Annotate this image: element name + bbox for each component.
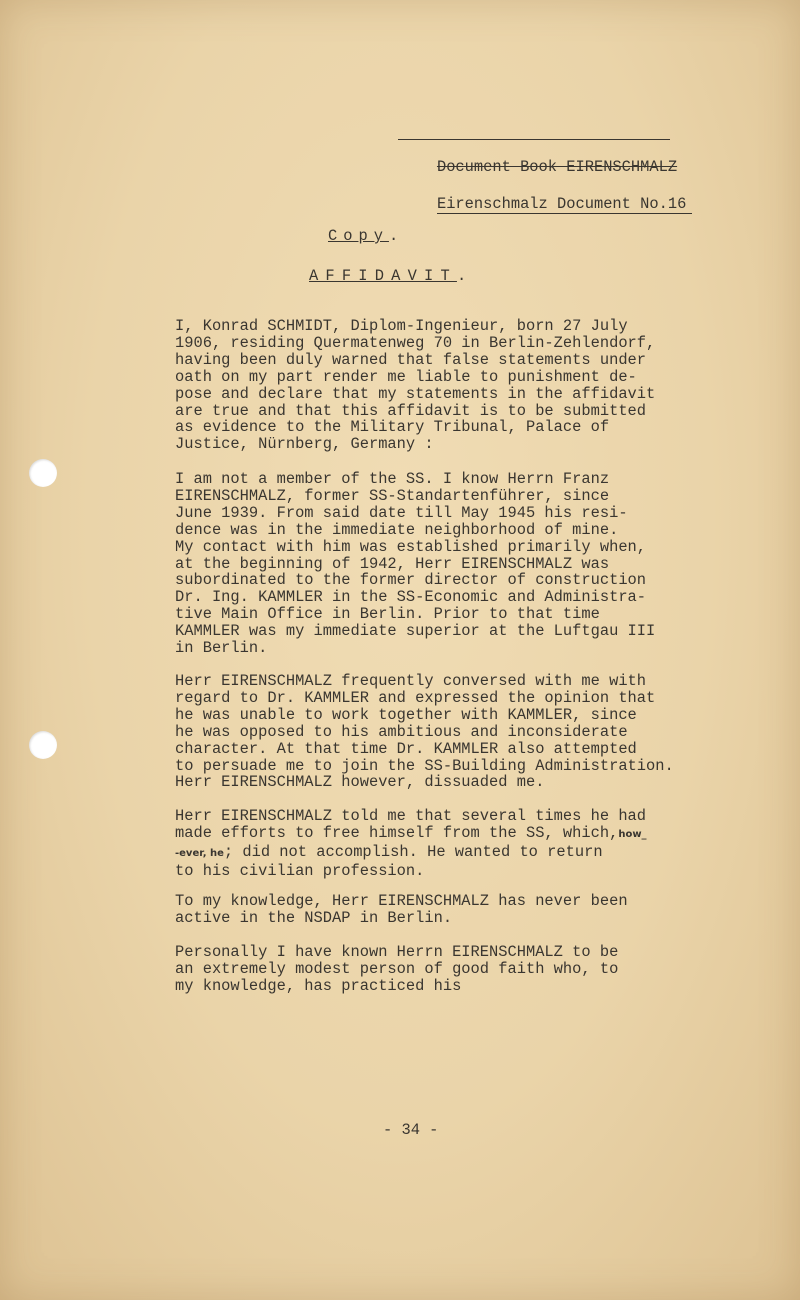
affidavit-title-text: AFFIDAVIT — [309, 267, 457, 285]
punch-hole-bottom — [29, 731, 57, 759]
document-book-line: Document Book EIRENSCHMALZ — [436, 158, 678, 176]
document-number-line: Eirenschmalz Document No.16 — [437, 195, 692, 214]
p4-line-4: to his civilian profession. — [175, 861, 425, 880]
affidavit-title-suffix: . — [456, 267, 474, 285]
affidavit-title — [309, 267, 473, 285]
copy-title-text: Copy — [328, 227, 389, 245]
handwritten-insertion-1: how_ — [618, 828, 647, 840]
paragraph-nsdap: To my knowledge, Herr EIRENSCHMALZ has never been active in the NSDAP in Berlin. — [175, 892, 628, 927]
p4-line-2: made efforts to free himself from the SS, which, — [175, 823, 619, 842]
paragraph-free-from-ss — [175, 808, 647, 880]
paragraph-character: Personally I have known Herrn EIRENSCHMALZ to be an extremely modest person of good faith who, to my knowledge, has practiced his — [175, 943, 619, 995]
document-header — [400, 140, 692, 232]
copy-title — [328, 227, 404, 245]
copy-title-suffix: . — [388, 227, 405, 245]
punch-hole-top — [29, 459, 57, 487]
page-number: - 34 - — [383, 1121, 439, 1139]
paragraph-oath: I, Konrad SCHMIDT, Diplom-Ingenieur, born 27 July 1906, residing Quermatenweg 70 in Berlin-Zehlendorf, having been duly warned that false statements under oath on my part render me liable to punishment de- pose and declare that my statements in the affidavit are true and that this affidavit is to be submitted as evidence to the Military Tribunal, Palace of Justice, Nürnberg, Germany : — [175, 317, 656, 454]
paragraph-acquaintance: I am not a member of the SS. I know Herrn Franz EIRENSCHMALZ, former SS-Standartenführer, since June 1939. From said date till May 1945 his resi- dence was in the immediate neighborhood of mine. My contact with him was established primarily when, at the beginning of 1942, Herr EIRENSCHMALZ was subordinated to the former director of construction Dr. Ing. KAMMLER in the SS-Economic and Administra- tive Main Office in Berlin. Prior to that time KAMMLER was my immediate superior at the Luftgau III in Berlin. — [175, 470, 656, 658]
p4-line-3: ; did not accomplish. He wanted to return — [223, 842, 603, 861]
handwritten-insertion-2: -ever, he — [175, 847, 224, 859]
p4-line-1: Herr EIRENSCHMALZ told me that several times he had — [175, 807, 647, 825]
paragraph-kammler: Herr EIRENSCHMALZ frequently conversed with me with regard to Dr. KAMMLER and expressed the opinion that he was unable to work together with KAMMLER, since he was opposed to his ambitious and inconsiderate character. At that time Dr. KAMMLER also attempted to persuade me to join the SS-Building Administration. Herr EIRENSCHMALZ however, dissuaded me. — [175, 672, 674, 792]
